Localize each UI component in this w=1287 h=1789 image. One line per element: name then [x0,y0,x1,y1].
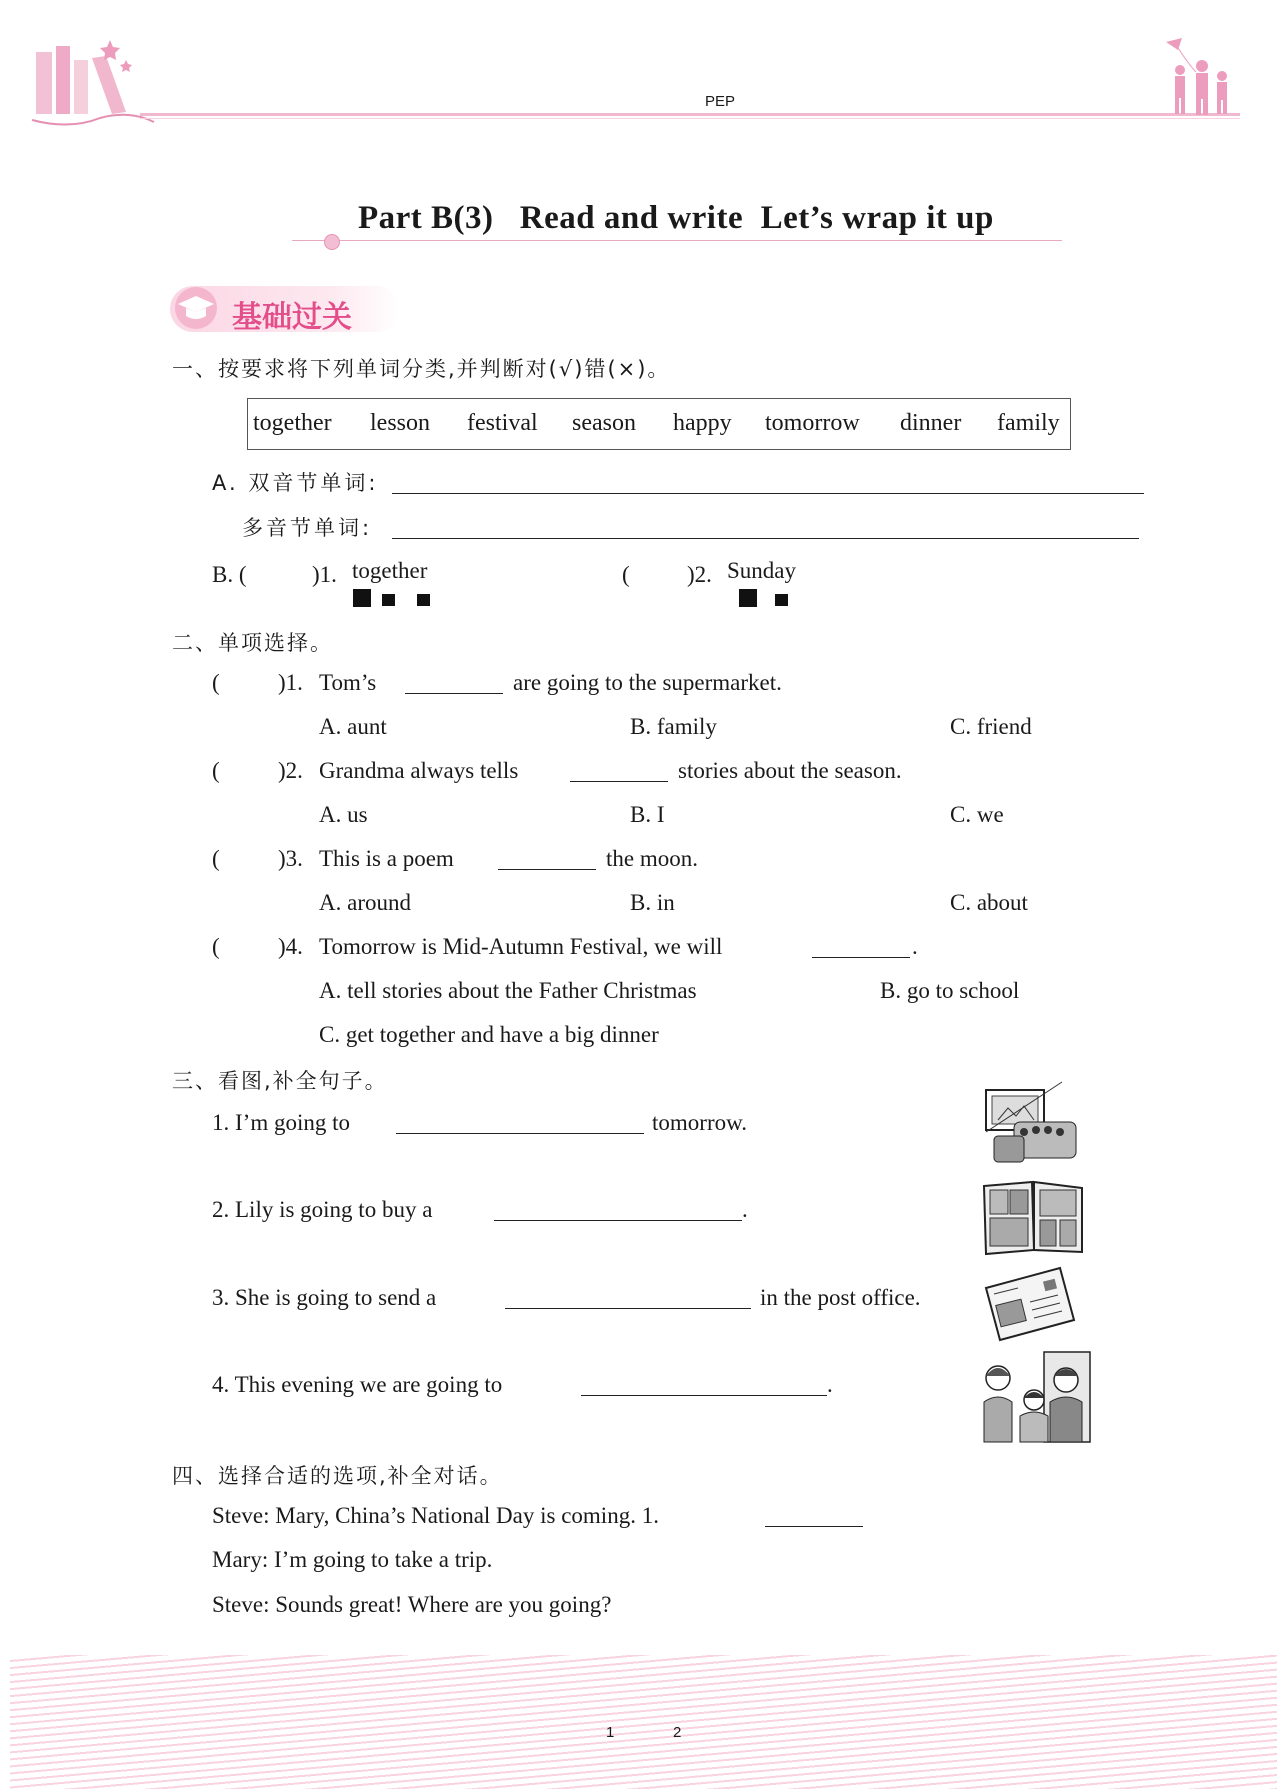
q2-item-num: )4. [278,934,303,959]
syllable-mark [417,594,430,606]
q3-heading: 三、看图,补全句子。 [172,1069,388,1093]
cinema-picture [984,1080,1084,1170]
q2-heading: 二、单项选择。 [172,631,333,655]
q3-sentence: . [742,1197,748,1222]
q1-a2-label: 多音节单词: [242,516,373,540]
series-label: PEP [705,93,736,110]
q3-sentence: in the post office. [760,1285,921,1310]
option-b[interactable]: B. go to school [880,978,1020,1003]
option-a[interactable]: A. us [319,802,368,827]
syllable-mark [775,594,788,606]
header-rule [140,113,1240,116]
page-number-left: 1 [606,1724,615,1741]
option-c[interactable]: C. get together and have a big dinner [319,1022,659,1047]
answer-blank[interactable] [505,1288,751,1309]
q3-sentence: 2. Lily is going to buy a [212,1197,433,1222]
q1-b-open: B. ( [212,562,247,587]
option-b[interactable]: B. I [630,802,665,827]
q2-stem: Tomorrow is Mid-Autumn Festival, we will [319,934,723,959]
answer-blank[interactable] [812,937,910,958]
q1-heading: 一、按要求将下列单词分类,并判断对(√)错(×)。 [172,357,671,381]
word-item: lesson [370,410,430,436]
option-b[interactable]: B. in [630,890,675,915]
answer-blank[interactable] [494,1200,742,1221]
q3-sentence: 4. This evening we are going to [212,1372,503,1397]
q3-sentence: 1. I’m going to [212,1110,350,1135]
q1-b2-num: )2. [687,562,712,587]
q2-stem: Tom’s [319,670,377,695]
word-item: season [572,410,636,436]
dialogue-line: Steve: Mary, China’s National Day is coming. 1. [212,1503,659,1528]
answer-paren: ( [212,846,220,871]
q3-sentence: . [827,1372,833,1397]
family-picture [982,1350,1092,1444]
graduation-cap-icon [172,286,220,330]
header-rule-thin [140,118,1240,119]
q2-stem: This is a poem [319,846,454,871]
word-item: together [253,410,332,436]
q1-b1-word: together [352,558,428,583]
q2-stem: . [912,934,918,959]
option-b[interactable]: B. family [630,714,717,739]
comic-book-picture [982,1180,1086,1256]
q3-sentence: 3. She is going to send a [212,1285,437,1310]
q2-item-num: )2. [278,758,303,783]
postcard-picture [984,1266,1076,1342]
answer-blank[interactable] [570,761,668,782]
q2-stem: are going to the supermarket. [513,670,782,695]
option-c[interactable]: C. friend [950,714,1032,739]
option-c[interactable]: C. about [950,890,1028,915]
answer-blank[interactable] [581,1375,827,1396]
syllable-stress-mark [353,589,371,607]
q3-sentence: tomorrow. [652,1110,747,1135]
option-a[interactable]: A. around [319,890,411,915]
title-rule [292,240,1062,241]
answer-paren: ( [212,758,220,783]
syllable-stress-mark [739,589,757,607]
word-item: family [997,410,1060,436]
footer-band [10,1655,1277,1789]
dialogue-line: Mary: I’m going to take a trip. [212,1547,493,1572]
option-a[interactable]: A. aunt [319,714,387,739]
word-item: festival [467,410,538,436]
kids-kite-icon [1160,36,1240,118]
answer-paren: ( [212,934,220,959]
word-item: tomorrow [765,410,860,436]
q1-b2-word: Sunday [727,558,796,583]
answer-blank[interactable] [405,673,503,694]
option-a[interactable]: A. tell stories about the Father Christmas [319,978,697,1003]
page-title: Part B(3) Read and write Let’s wrap it up [358,200,994,236]
q1-b1-num: )1. [312,562,337,587]
answer-blank[interactable] [392,473,1144,494]
q2-stem: the moon. [606,846,698,871]
word-item: dinner [900,410,962,436]
q2-stem: Grandma always tells [319,758,519,783]
q4-heading: 四、选择合适的选项,补全对话。 [172,1464,503,1488]
q1-a-label: A. 双音节单词: [212,471,379,495]
page-number-right: 2 [673,1724,682,1741]
answer-blank[interactable] [392,518,1139,539]
answer-blank[interactable] [498,849,596,870]
q2-stem: stories about the season. [678,758,902,783]
section-title: 基础过关 [232,300,352,335]
q1-b2-open: ( [622,562,630,587]
syllable-mark [382,594,395,606]
option-c[interactable]: C. we [950,802,1004,827]
title-dot-icon [324,234,340,250]
dialogue-line: Steve: Sounds great! Where are you going? [212,1592,612,1617]
answer-blank[interactable] [396,1113,644,1134]
answer-paren: ( [212,670,220,695]
answer-blank[interactable] [765,1506,863,1527]
q2-item-num: )1. [278,670,303,695]
word-item: happy [673,410,732,436]
q2-item-num: )3. [278,846,303,871]
